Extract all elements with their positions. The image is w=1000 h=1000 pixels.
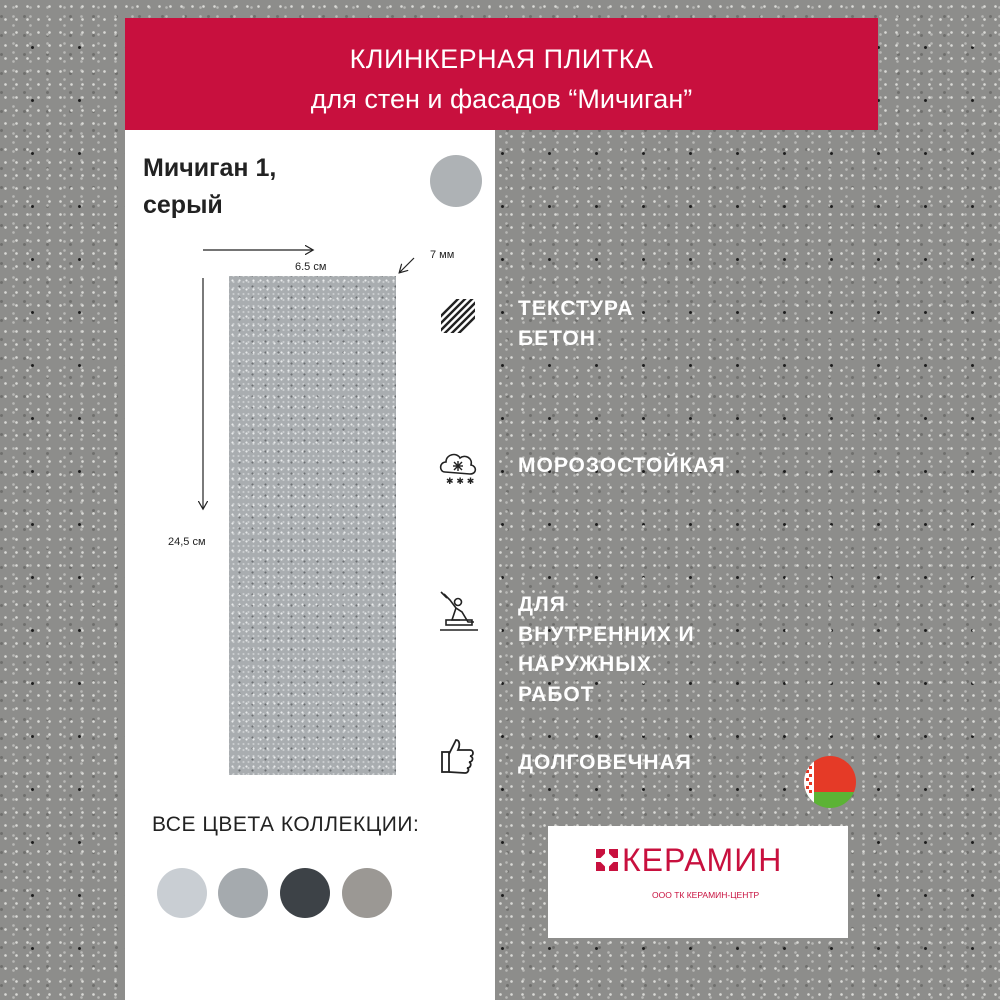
feature-durable-line1: ДОЛГОВЕЧНАЯ <box>518 751 692 774</box>
banner-title: КЛИНКЕРНАЯ ПЛИТКА <box>349 44 654 74</box>
brand-name: КЕРАМИН <box>622 842 783 878</box>
color-swatch-light-gray <box>157 868 207 918</box>
feature-usage-line4: РАБОТ <box>518 683 595 706</box>
color-swatch-gray <box>218 868 268 918</box>
collection-colors-title: ВСЕ ЦВЕТА КОЛЛЕКЦИИ: <box>152 813 420 836</box>
product-title-line1: Мичиган 1, <box>143 154 277 182</box>
feature-texture-line2: БЕТОН <box>518 327 596 350</box>
worker-tiling-icon <box>438 590 478 630</box>
feature-usage <box>518 590 695 710</box>
product-title-line2: серый <box>143 191 223 219</box>
feature-usage-line3: НАРУЖНЫХ <box>518 653 652 676</box>
frost-snowflake-icon <box>437 446 477 486</box>
brand-subtitle: ООО ТК КЕРАМИН-ЦЕНТР <box>652 890 760 900</box>
thickness-arrow <box>400 258 414 272</box>
feature-frost-line1: МОРОЗОСТОЙКАЯ <box>518 454 726 477</box>
hatch-texture-icon <box>440 298 480 338</box>
banner-subtitle: для стен и фасадов “Мичиган” <box>310 84 693 114</box>
feature-frost <box>518 451 726 481</box>
tile-image <box>229 276 396 775</box>
thickness-label: 7 мм <box>430 249 455 261</box>
feature-durable <box>518 748 692 778</box>
keramin-logo-icon <box>596 849 618 875</box>
feature-texture <box>518 294 633 354</box>
belarus-flag-icon <box>804 756 856 808</box>
feature-usage-line2: ВНУТРЕННИХ И <box>518 623 695 646</box>
height-label: 24,5 см <box>168 536 206 548</box>
svg-text:✱ ✱ ✱: ✱ ✱ ✱ <box>446 477 475 487</box>
width-label: 6.5 см <box>295 261 327 273</box>
feature-texture-line1: ТЕКСТУРА <box>518 297 634 320</box>
color-swatch-beige-gray <box>342 868 392 918</box>
thumbs-up-icon <box>440 736 480 776</box>
color-swatch-graphite <box>280 868 330 918</box>
feature-usage-line1: ДЛЯ <box>518 593 566 616</box>
